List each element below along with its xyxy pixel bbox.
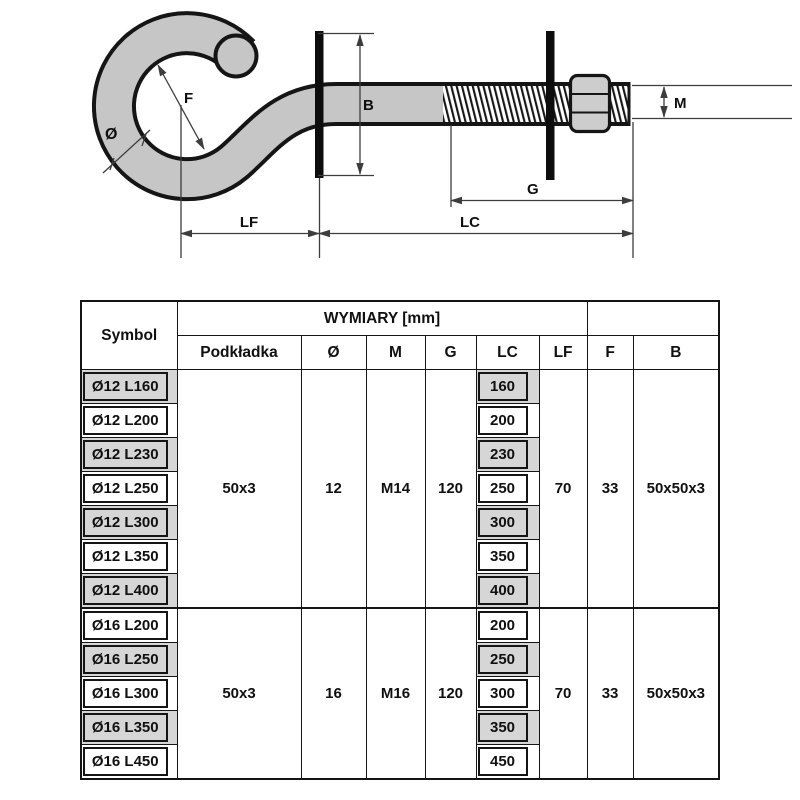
- label-b: B: [363, 97, 374, 114]
- lc-cell-label: 250: [478, 645, 528, 674]
- lc-cell-label: 250: [478, 474, 528, 503]
- hook-length-cell: 70: [539, 370, 587, 609]
- hook-ball-tip: [216, 36, 257, 77]
- symbol-cell: [81, 370, 177, 404]
- symbol-cell: [81, 574, 177, 609]
- symbol-cell: [81, 506, 177, 540]
- symbol-cell-label: Ø12 L160: [83, 372, 168, 401]
- header-empty-cell: [587, 301, 719, 336]
- washer-plate-left: [315, 31, 324, 178]
- lc-cell: [476, 472, 539, 506]
- symbol-cell: [81, 643, 177, 677]
- symbol-cell: [81, 404, 177, 438]
- symbol-cell-label: Ø12 L230: [83, 440, 168, 469]
- symbol-cell-label: Ø16 L250: [83, 645, 168, 674]
- symbol-cell-label: Ø16 L450: [83, 747, 168, 776]
- lc-cell: [476, 643, 539, 677]
- hex-nut: [571, 76, 610, 132]
- hook-bolt-technical-drawing: [0, 0, 800, 285]
- lc-cell-label: 300: [478, 679, 528, 708]
- lc-cell-label: 400: [478, 576, 528, 605]
- label-f: F: [184, 90, 194, 107]
- lc-cell: [476, 608, 539, 643]
- symbol-cell-label: Ø16 L350: [83, 713, 168, 742]
- symbol-cell-label: Ø12 L300: [83, 508, 168, 537]
- plate-size-cell: 50x50x3: [633, 608, 719, 779]
- symbol-cell-label: Ø16 L300: [83, 679, 168, 708]
- symbol-cell: [81, 711, 177, 745]
- table-row: [81, 370, 719, 404]
- lc-cell-label: 230: [478, 440, 528, 469]
- lc-cell-label: 200: [478, 406, 528, 435]
- washer-plate-right: [546, 31, 555, 180]
- lc-cell: [476, 370, 539, 404]
- header-b: B: [633, 336, 719, 370]
- lc-cell-label: 200: [478, 611, 528, 640]
- wire-diameter-cell: 16: [301, 608, 366, 779]
- lc-cell-label: 350: [478, 542, 528, 571]
- symbol-cell-label: Ø12 L200: [83, 406, 168, 435]
- symbol-cell-label: Ø12 L250: [83, 474, 168, 503]
- header-wire-diameter: Ø: [301, 336, 366, 370]
- eye-diameter-cell: 33: [587, 370, 633, 609]
- lc-cell: [476, 438, 539, 472]
- header-f: F: [587, 336, 633, 370]
- podkladka-cell: 50x3: [177, 608, 301, 779]
- thread-size-cell: M16: [366, 608, 425, 779]
- lc-cell: [476, 404, 539, 438]
- symbol-cell-label: Ø16 L200: [83, 611, 168, 640]
- label-wire-diameter: Ø: [105, 126, 118, 143]
- symbol-cell: [81, 677, 177, 711]
- label-lf: LF: [239, 214, 259, 231]
- symbol-cell: [81, 540, 177, 574]
- lc-cell-label: 160: [478, 372, 528, 401]
- lc-cell: [476, 574, 539, 609]
- label-lc: LC: [460, 214, 480, 231]
- lc-cell: [476, 677, 539, 711]
- dimensions-table: [80, 300, 720, 780]
- label-g: G: [527, 181, 539, 198]
- header-symbol: Symbol: [81, 301, 177, 370]
- symbol-cell: [81, 745, 177, 780]
- lc-cell: [476, 540, 539, 574]
- thread-length-cell: 120: [425, 608, 476, 779]
- lc-cell-label: 350: [478, 713, 528, 742]
- symbol-cell: [81, 472, 177, 506]
- lc-cell: [476, 506, 539, 540]
- thread-length-cell: 120: [425, 370, 476, 609]
- header-podkladka: Podkładka: [177, 336, 301, 370]
- podkladka-cell: 50x3: [177, 370, 301, 609]
- thread-size-cell: M14: [366, 370, 425, 609]
- symbol-cell: [81, 438, 177, 472]
- lc-cell: [476, 745, 539, 780]
- symbol-cell-label: Ø12 L350: [83, 542, 168, 571]
- header-g: G: [425, 336, 476, 370]
- plate-size-cell: 50x50x3: [633, 370, 719, 609]
- label-m: M: [674, 95, 687, 112]
- symbol-cell: [81, 608, 177, 643]
- header-lc: LC: [476, 336, 539, 370]
- hook-length-cell: 70: [539, 608, 587, 779]
- header-lf: LF: [539, 336, 587, 370]
- table-row: [81, 608, 719, 643]
- lc-cell-label: 450: [478, 747, 528, 776]
- symbol-cell-label: Ø12 L400: [83, 576, 168, 605]
- lc-cell: [476, 711, 539, 745]
- wire-diameter-cell: 12: [301, 370, 366, 609]
- lc-cell-label: 300: [478, 508, 528, 537]
- header-m: M: [366, 336, 425, 370]
- header-wymiary: WYMIARY [mm]: [177, 301, 587, 336]
- eye-diameter-cell: 33: [587, 608, 633, 779]
